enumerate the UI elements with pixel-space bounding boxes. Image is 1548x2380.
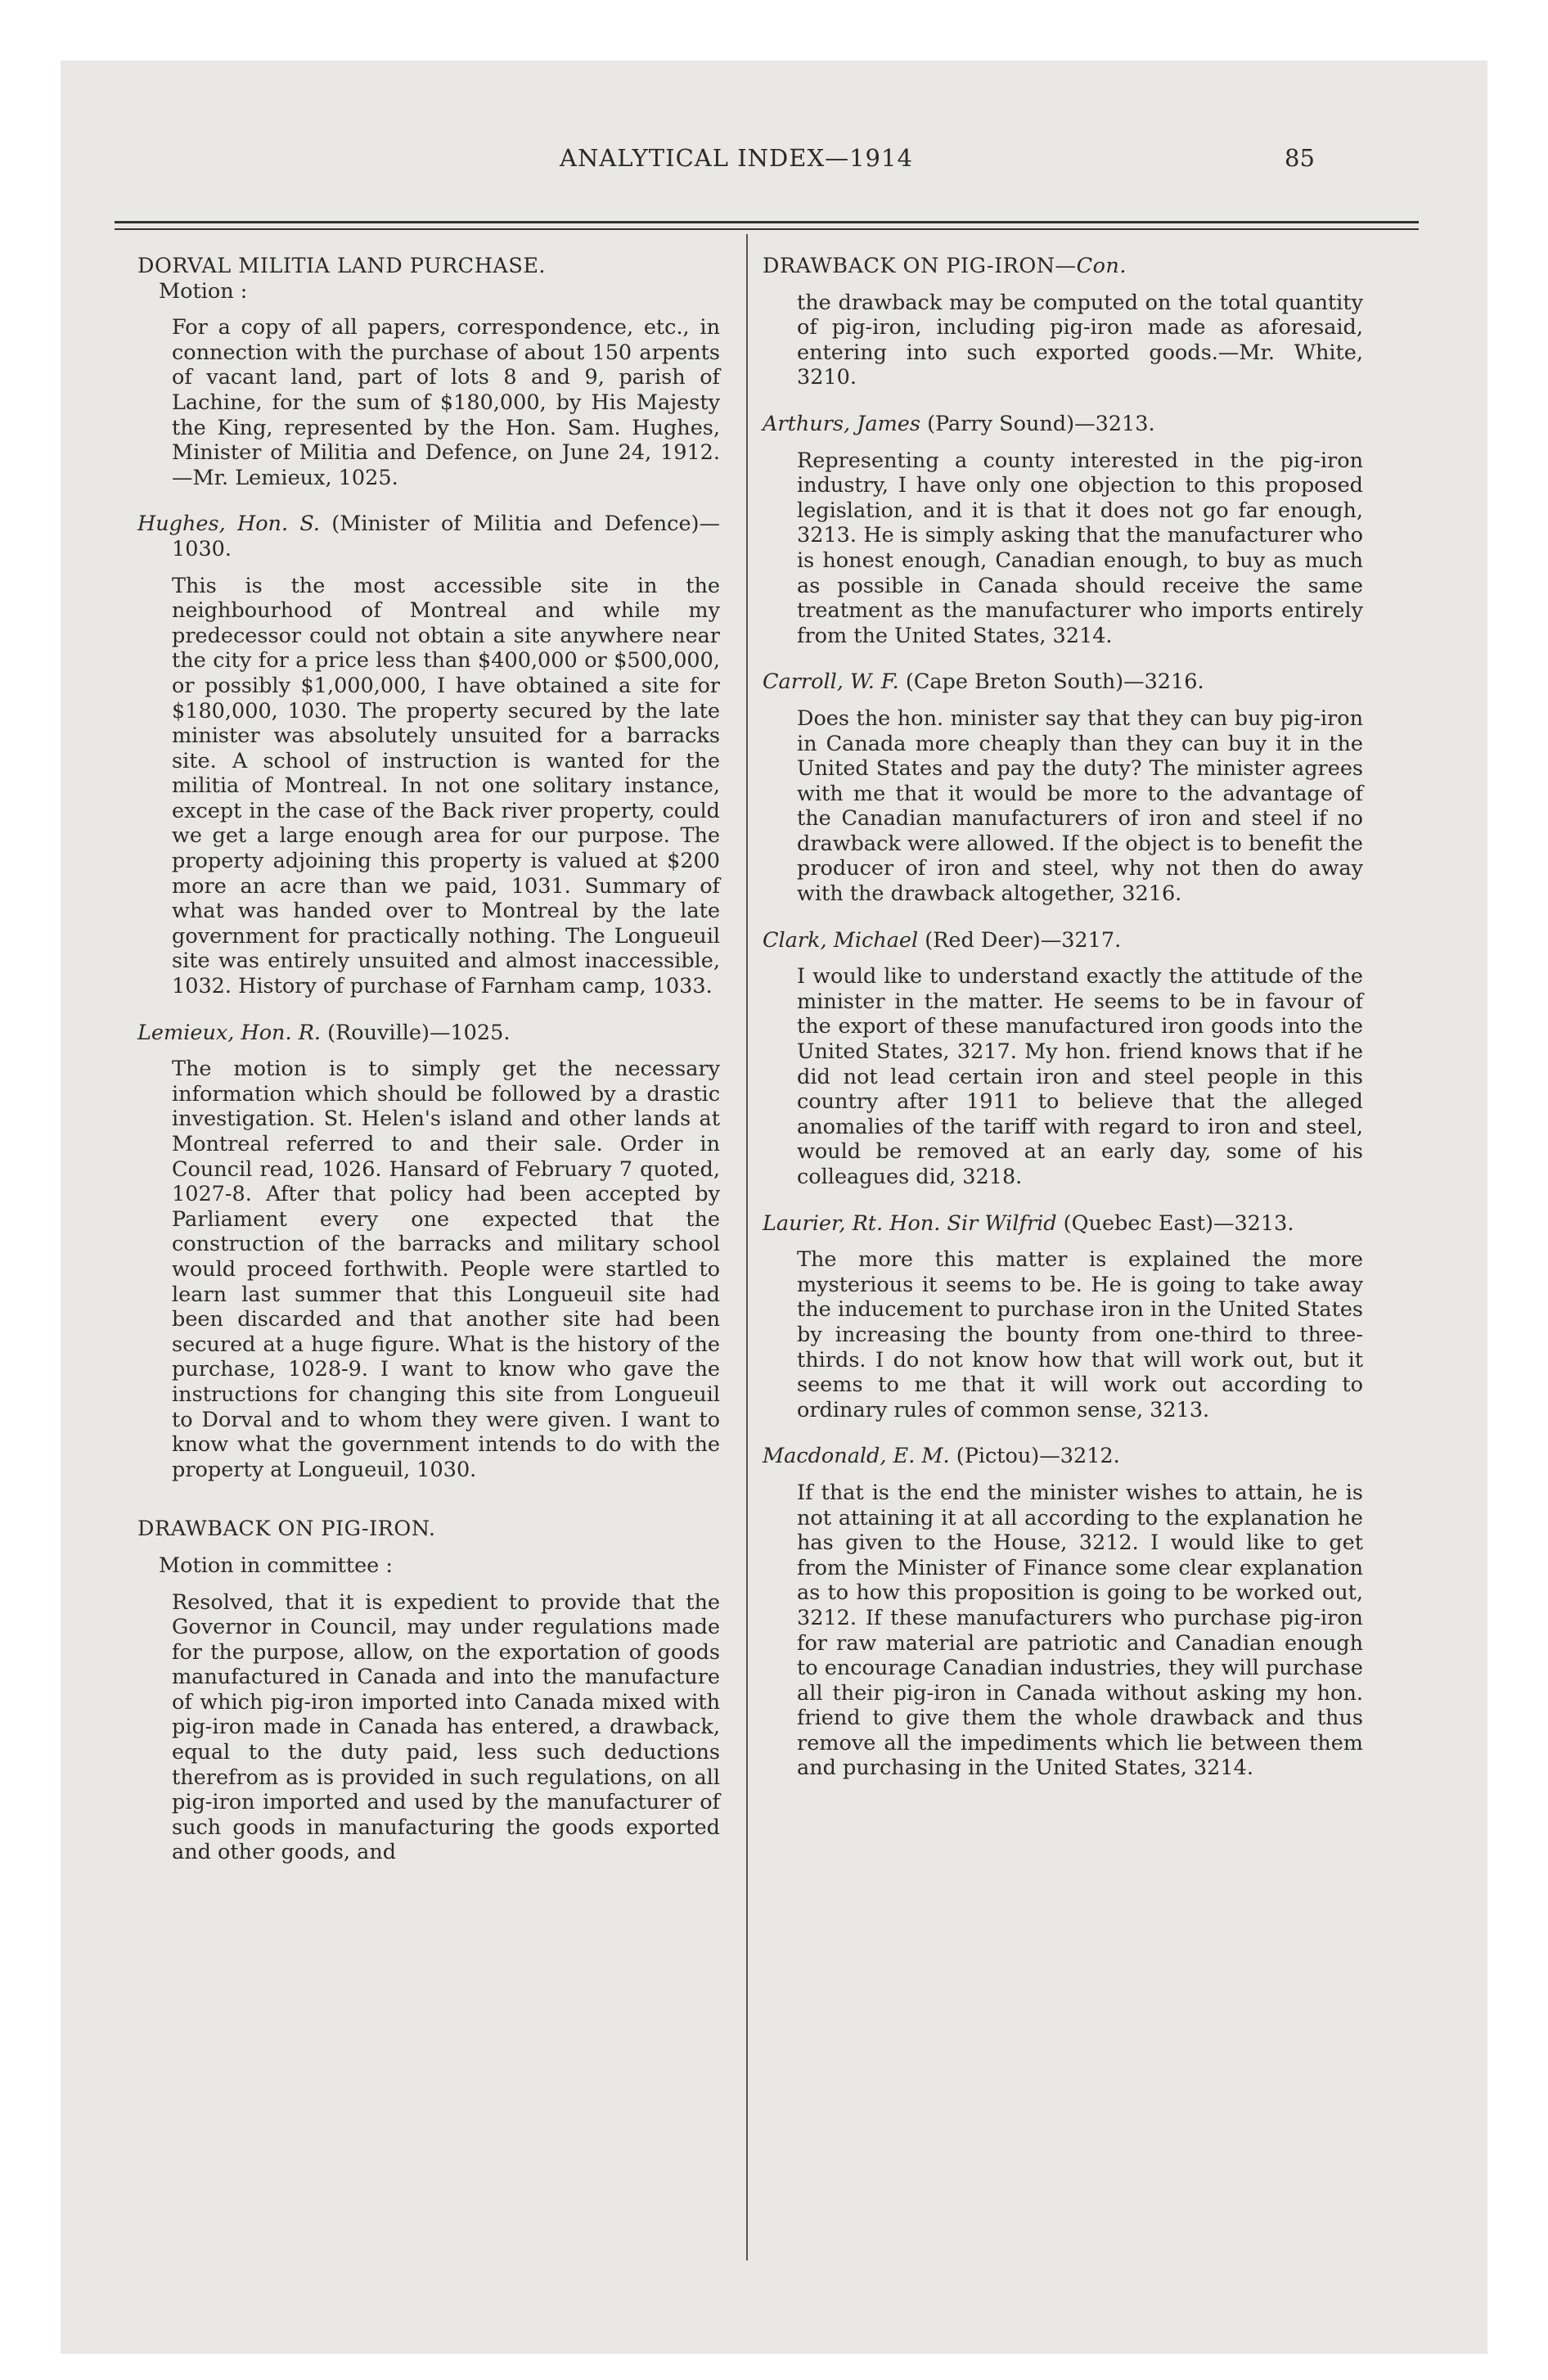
heading-text: DRAWBACK ON PIG-IRON—	[763, 254, 1077, 278]
speaker-name: Laurier, Rt. Hon. Sir Wilfrid	[763, 1210, 1057, 1236]
speaker-name: Clark, Michael	[763, 927, 919, 953]
right-column	[763, 254, 1363, 1781]
speaker-name: Carroll, W. F.	[763, 669, 899, 695]
speaker-riding: (Parry Sound)—3213.	[920, 411, 1155, 436]
speaker-riding: (Rouville)—1025.	[321, 1020, 511, 1045]
section-heading-dorval: DORVAL MILITIA LAND PURCHASE.	[137, 254, 547, 278]
speaker-entry-hughes	[137, 512, 720, 561]
section-subheading-motion: Motion :	[159, 278, 248, 304]
column-divider	[746, 234, 748, 2261]
speaker-summary: If that is the end the minister wishes to attain, he is not attaining it at all according to the explanation he has given to the House, 3212. I would like to get from the Minister of Finance some clear explanation as to how this proposition is going to be worked out, 3212. If these manufacturers who purchase pig-iron for raw material are patriotic and Canadian enough to encourage Canadian industries, they will purchase all their pig-iron in Canada without asking my hon. friend to give them the whole drawback and thus remove all the impediments which lie between them and purchasing in the United States, 3214.	[797, 1480, 1363, 1781]
continued-text: the drawback may be computed on the total quantity of pig-iron, including pig-iron made as aforesaid, entering into such exported goods.—Mr. White, 3210.	[797, 290, 1363, 390]
section-subheading-motion-committee: Motion in committee :	[159, 1553, 393, 1578]
heading-con: Con.	[1076, 254, 1127, 278]
speaker-entry-arthurs	[763, 412, 1363, 437]
running-title: ANALYTICAL INDEX—1914	[560, 144, 913, 172]
speaker-summary: I would like to understand exactly the attitude of the minister in the matter. He seems to be in favour of the export of these manufactured iron goods into the United States, 3217. My hon. friend knows that if he did not lead certain iron and steel people in this country after 1911 to believe that the alleged anomalies of the tariff with regard to iron and steel, would be removed at an early day, some of his colleagues did, 3218.	[797, 964, 1363, 1189]
section-heading-drawback: DRAWBACK ON PIG-IRON.	[137, 1517, 436, 1542]
header-rule-bottom	[115, 228, 1419, 230]
page-number: 85	[1285, 144, 1315, 172]
speaker-name: Macdonald, E. M.	[763, 1444, 950, 1469]
speaker-entry-laurier	[763, 1211, 1363, 1237]
speaker-name: Hughes, Hon. S.	[137, 512, 321, 537]
speaker-entry-macdonald	[763, 1444, 1363, 1469]
resolution-text: Resolved, that it is expedient to provide that the Governor in Council, may under regulations made for the purpose, allow, on the exportation of goods manufactured in Canada and into the manufacture of which pig-iron imported into Canada mixed with pig-iron made in Canada has entered, a drawback, equal to the duty paid, less such deductions therefrom as is provided in such regulations, on all pig-iron imported and used by the manufacturer of such goods in manufacturing the goods exported and other goods, and	[172, 1589, 720, 1865]
header-rule-top	[115, 221, 1419, 223]
left-column	[137, 254, 720, 1865]
speaker-name: Lemieux, Hon. R.	[137, 1020, 321, 1045]
speaker-summary: This is the most accessible site in the neighbourhood of Montreal and while my predecessor could not obtain a site anywhere near the city for a price less than $400,000 or $500,000, or possibly $1,000,000, I have obtained a site for $180,000, 1030. The property secured by the late minister was absolutely unsuited for a barracks site. A school of instruction is wanted for the militia of Montreal. In not one solitary instance, except in the case of the Back river property, could we get a large enough area for our purpose. The property adjoining this property is valued at $200 more an acre than we paid, 1031. Summary of what was handed over to Montreal by the late government for practically nothing. The Longueuil site was entirely unsuited and almost inaccessible, 1032. History of purchase of Farnham camp, 1033.	[172, 573, 720, 999]
speaker-entry-carroll	[763, 669, 1363, 695]
speaker-summary: The motion is to simply get the necessary information which should be followed by a drastic investigation. St. Helen's island and other lands at Montreal referred to and their sale. Order in Council read, 1026. Hansard of February 7 quoted, 1027-8. After that policy had been accepted by Parliament every one expected that the construction of the barracks and military school would proceed forthwith. People were startled to learn last summer that this Longueuil site had been discarded and that another site had been secured at a huge figure. What is the history of the purchase, 1028-9. I want to know who gave the instructions for changing this site from Longueuil to Dorval and to whom they were given. I want to know what the government intends to do with the property at Longueuil, 1030.	[172, 1057, 720, 1482]
scanned-page	[61, 61, 1487, 2354]
speaker-summary: Does the hon. minister say that they can buy pig-iron in Canada more cheaply than they can buy it in the United States and pay the duty? The minister agrees with me that it would be more to the advantage of the Canadian manufacturers of iron and steel if no drawback were allowed. If the object is to benefit the producer of iron and steel, why not then do away with the drawback altogether, 3216.	[797, 705, 1363, 907]
motion-text: For a copy of all papers, correspondence, etc., in connection with the purchase of about 150 arpents of vacant land, part of lots 8 and 9, parish of Lachine, for the sum of $180,000, by His Majesty the King, represented by the Hon. Sam. Hughes, Minister of Militia and Defence, on June 24, 1912.—Mr. Lemieux, 1025.	[172, 315, 720, 490]
speaker-summary: The more this matter is explained the more mysterious it seems to be. He is going to take away the inducement to purchase iron in the United States by increasing the bounty from one-third to three-thirds. I do not know how that will work out, but it seems to me that it will work out according to ordinary rules of common sense, 3213.	[797, 1247, 1363, 1422]
speaker-summary: Representing a county interested in the pig-iron industry, I have only one objection to this proposed legislation, and it is that it does not go far enough, 3213. He is simply asking that the manufacturer who is honest enough, Canadian enough, to buy as much as possible in Canada should receive the same treatment as the manufacturer who imports entirely from the United States, 3214.	[797, 448, 1363, 648]
speaker-entry-clark	[763, 928, 1363, 953]
page-header	[61, 144, 1487, 183]
speaker-riding: (Minister of Militia and Defence)—1030.	[172, 512, 720, 561]
speaker-riding: (Cape Breton South)—3216.	[898, 669, 1204, 695]
speaker-name: Arthurs, James	[763, 411, 920, 436]
section-heading-continued	[763, 254, 1363, 279]
speaker-riding: (Pictou)—3212.	[949, 1444, 1120, 1469]
speaker-riding: (Red Deer)—3217.	[918, 927, 1122, 953]
speaker-riding: (Quebec East)—3213.	[1056, 1210, 1294, 1236]
speaker-entry-lemieux	[137, 1021, 720, 1046]
